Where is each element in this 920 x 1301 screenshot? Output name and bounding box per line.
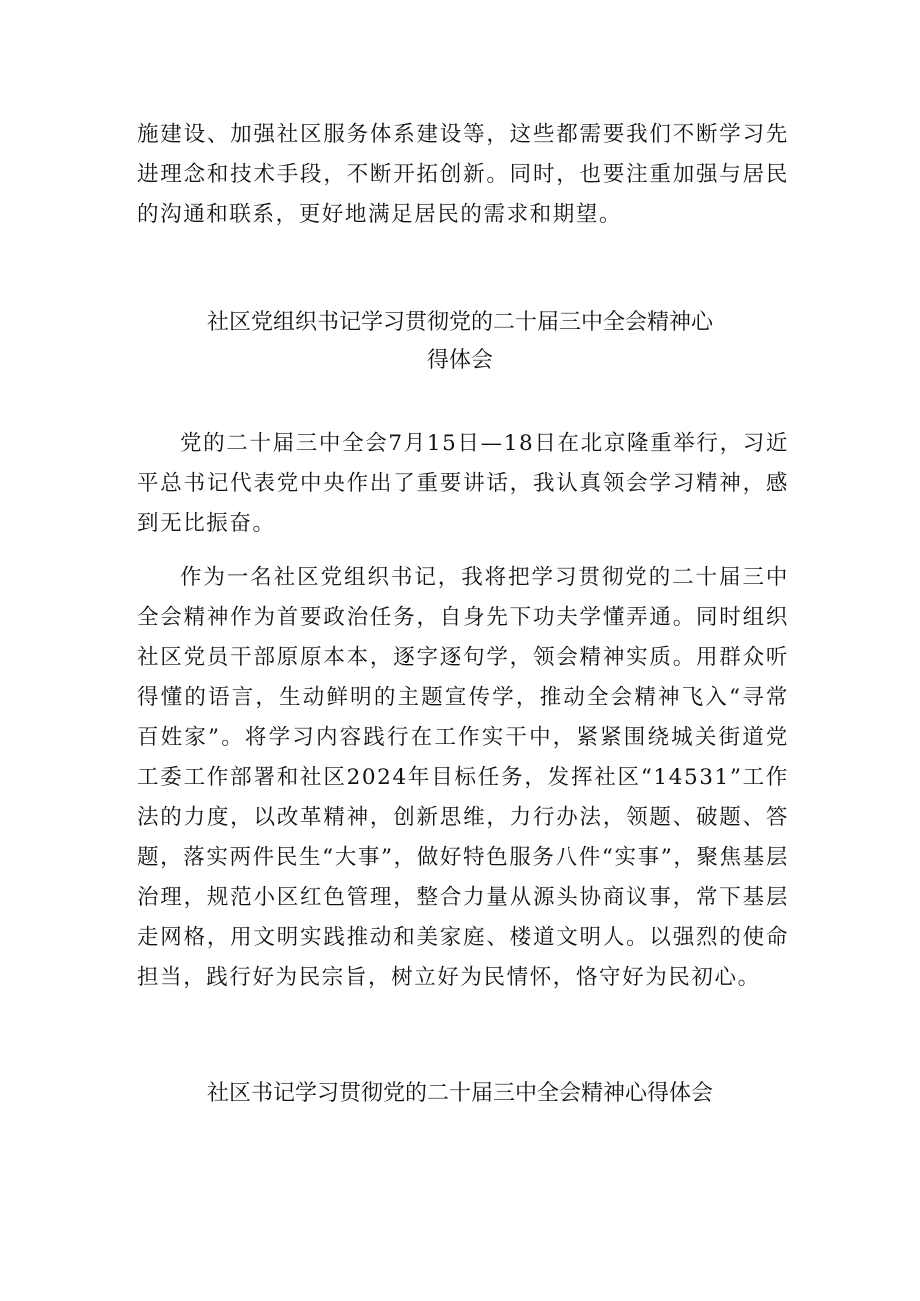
article-2-title: 社区书记学习贯彻党的二十届三中全会精神心得体会	[206, 1081, 713, 1106]
article-1-paragraph: 党的二十届三中全会7月15日—18日在北京隆重举行，习近平总书记代表党中央作出了重要讲话，我认真领会学习精神，感到无比振奋。	[137, 431, 789, 536]
article-1-paragraph: 作为一名社区党组织书记，我将把学习贯彻党的二十届三中全会精神作为首要政治任务，自身先下功夫学懂弄通。同时组织社区党员干部原原本本，逐字逐句学，领会精神实质。用群众听得懂的语言，生动鲜明的主题宣传学，推动全会精神飞入“寻常百姓家”。将学习内容践行在工作实干中，紧紧围绕城关街道党工委工作部署和社区2024年目标任务，发挥社区“14531”工作法的力度，以改革精神，创新思维，力行办法，领题、破题、答题，落实两件民生“大事”，做好特色服务八件“实事”，聚焦基层治理，规范小区红色管理，整合力量从源头协商议事，常下基层走网格，用文明实践推动和美家庭、楼道文明人。以强烈的使命担当，践行好为民宗旨，树立好为民情怀，恪守好为民初心。	[137, 565, 789, 990]
continued-paragraph: 施建设、加强社区服务体系建设等，这些都需要我们不断学习先进理念和技术手段，不断开拓创新。同时，也要注重加强与居民的沟通和联系，更好地满足居民的需求和期望。	[137, 122, 789, 227]
article-1-title	[100, 304, 820, 380]
article-1-title-line-1: 社区党组织书记学习贯彻党的二十届三中全会精神心	[206, 310, 713, 335]
article-1-title-line-2: 得体会	[426, 348, 493, 373]
